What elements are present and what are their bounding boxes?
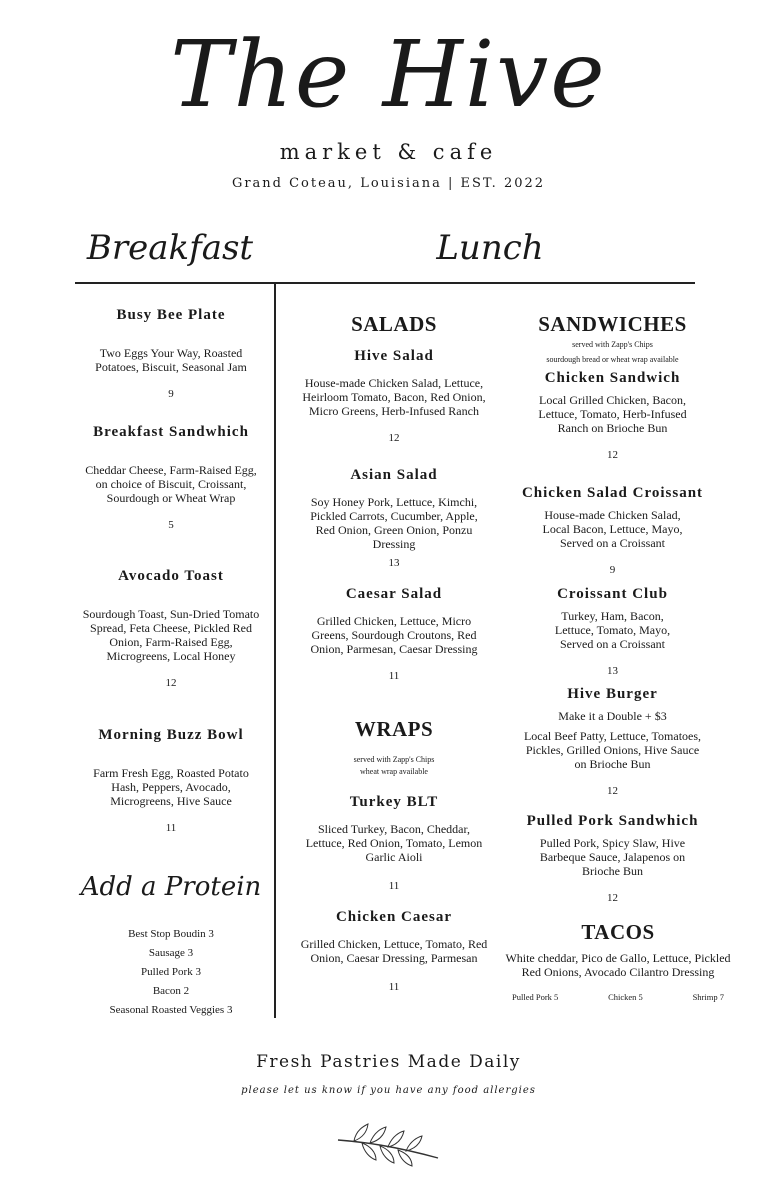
item-price: 11 bbox=[388, 670, 400, 682]
column-divider bbox=[274, 284, 276, 1018]
sandwich-item bbox=[505, 485, 720, 576]
tacos-title: TACOS bbox=[581, 920, 655, 944]
item-price: 5 bbox=[168, 519, 174, 531]
protein-heading: Add a Protein bbox=[80, 872, 262, 902]
item-price: 12 bbox=[607, 449, 618, 461]
protein-item: Bacon 2 bbox=[152, 985, 190, 997]
wrap-item bbox=[300, 909, 488, 993]
item-title: Chicken Sandwich bbox=[544, 370, 681, 386]
item-title: Turkey BLT bbox=[349, 794, 439, 810]
taco-option: Pulled Pork 5 bbox=[512, 992, 559, 1002]
lunch-heading: Lunch bbox=[436, 228, 544, 268]
item-desc: Local Grilled Chicken, Bacon, Lettuce, Tomato, Herb-Infused Ranch on Brioche Bun bbox=[538, 393, 687, 435]
salads-title: SALADS bbox=[351, 312, 437, 336]
wraps-note: served with Zapp's Chips bbox=[353, 755, 435, 764]
sandwiches-note: served with Zapp's Chips bbox=[572, 340, 653, 349]
protein-item: Sausage 3 bbox=[148, 947, 194, 959]
wraps-heading-block bbox=[300, 717, 488, 778]
item-price: 12 bbox=[388, 432, 400, 444]
item-title: Busy Bee Plate bbox=[116, 307, 226, 323]
sandwich-item bbox=[505, 686, 720, 797]
breakfast-item bbox=[78, 424, 264, 531]
item-title: Chicken Salad Croissant bbox=[521, 485, 704, 501]
sandwiches-note: sourdough bread or wheat wrap available bbox=[546, 355, 679, 364]
item-desc: Local Beef Patty, Lettuce, Tomatoes, Pickles, Grilled Onions, Hive Sauce on Brioche Bun bbox=[523, 729, 702, 771]
item-title: Breakfast Sandwhich bbox=[93, 424, 249, 440]
item-price: 11 bbox=[388, 880, 400, 892]
item-desc: Sliced Turkey, Bacon, Cheddar, Lettuce, Red Onion, Tomato, Lemon Garlic Aioli bbox=[305, 822, 483, 864]
protein-item: Pulled Pork 3 bbox=[141, 966, 201, 978]
item-price: 12 bbox=[165, 677, 177, 689]
item-price: 13 bbox=[607, 665, 618, 677]
protein-list bbox=[78, 925, 264, 1020]
sandwiches-title: SANDWICHES bbox=[538, 312, 687, 336]
item-desc: Two Eggs Your Way, Roasted Potatoes, Biscuit, Seasonal Jam bbox=[95, 346, 247, 374]
item-desc: House-made Chicken Salad, Local Bacon, Lettuce, Mayo, Served on a Croissant bbox=[542, 508, 683, 550]
item-title: Avocado Toast bbox=[118, 568, 224, 584]
item-title: Croissant Club bbox=[557, 586, 668, 602]
breakfast-item bbox=[78, 568, 264, 689]
item-desc: Cheddar Cheese, Farm-Raised Egg, on choice of Biscuit, Croissant, Sourdough or Wheat Wrap bbox=[85, 463, 257, 505]
item-title: Asian Salad bbox=[350, 467, 438, 483]
wrap-item bbox=[300, 794, 488, 892]
salad-item bbox=[300, 467, 488, 569]
item-price: 11 bbox=[388, 981, 400, 993]
taco-options bbox=[500, 991, 736, 1003]
brand-title: The Hive bbox=[170, 21, 607, 128]
sandwich-item bbox=[505, 370, 720, 461]
item-extra: Make it a Double + $3 bbox=[558, 709, 667, 723]
tacos-desc: White cheddar, Pico de Gallo, Lettuce, Pickled Red Onions, Avocado Cilantro Dressing bbox=[505, 951, 731, 979]
item-title: Hive Burger bbox=[567, 686, 658, 702]
taco-option: Chicken 5 bbox=[608, 992, 643, 1002]
salads-heading-block bbox=[300, 312, 488, 337]
item-title: Hive Salad bbox=[354, 348, 434, 364]
salad-item bbox=[300, 586, 488, 682]
item-desc: Soy Honey Pork, Lettuce, Kimchi, Pickled Carrots, Cucumber, Apple, Red Onion, Green Onion, Ponzu Dressing bbox=[310, 495, 478, 551]
tacos-block bbox=[500, 920, 736, 1003]
footer-allergy-note: please let us know if you have any food allergies bbox=[241, 1085, 536, 1096]
brand-location: Grand Coteau, Louisiana | EST. 2022 bbox=[231, 176, 546, 191]
breakfast-item bbox=[78, 727, 264, 834]
item-desc: Grilled Chicken, Lettuce, Tomato, Red Onion, Caesar Dressing, Parmesan bbox=[300, 937, 488, 965]
item-price: 13 bbox=[388, 557, 400, 569]
protein-item: Best Stop Boudin 3 bbox=[128, 928, 214, 940]
item-title: Caesar Salad bbox=[345, 586, 443, 602]
item-title: Morning Buzz Bowl bbox=[98, 727, 244, 743]
item-desc: Turkey, Ham, Bacon, Lettuce, Tomato, Mayo, Served on a Croissant bbox=[554, 609, 671, 651]
item-price: 9 bbox=[609, 564, 616, 576]
item-desc: Farm Fresh Egg, Roasted Potato Hash, Peppers, Avocado, Microgreens, Hive Sauce bbox=[93, 766, 249, 808]
salad-item bbox=[300, 348, 488, 444]
protein-item: Seasonal Roasted Veggies 3 bbox=[109, 1004, 233, 1016]
taco-option: Shrimp 7 bbox=[692, 992, 724, 1002]
footer-pastries: Fresh Pastries Made Daily bbox=[256, 1052, 521, 1072]
item-price: 11 bbox=[165, 822, 177, 834]
item-price: 12 bbox=[607, 785, 618, 797]
sandwich-item bbox=[505, 586, 720, 677]
wraps-note: wheat wrap available bbox=[360, 767, 428, 776]
item-title: Pulled Pork Sandwhich bbox=[526, 813, 699, 829]
sandwiches-heading-block bbox=[505, 312, 720, 366]
item-price: 12 bbox=[607, 892, 618, 904]
item-desc: House-made Chicken Salad, Lettuce, Heirloom Tomato, Bacon, Red Onion, Micro Greens, Herb-Infused Ranch bbox=[302, 376, 486, 418]
sandwich-item bbox=[505, 813, 720, 904]
item-desc: Grilled Chicken, Lettuce, Micro Greens, Sourdough Croutons, Red Onion, Parmesan, Caesar Dressing bbox=[310, 614, 478, 656]
item-desc: Sourdough Toast, Sun-Dried Tomato Spread, Feta Cheese, Pickled Red Onion, Farm-Raised Egg, Microgreens, Local Honey bbox=[82, 607, 260, 663]
section-divider bbox=[75, 282, 695, 284]
olive-branch-icon bbox=[334, 1118, 444, 1170]
item-title: Chicken Caesar bbox=[335, 909, 453, 925]
breakfast-item bbox=[78, 307, 264, 400]
item-price: 9 bbox=[168, 388, 174, 400]
brand-subtitle: market & cafe bbox=[279, 140, 498, 164]
wraps-title: WRAPS bbox=[354, 717, 434, 741]
item-desc: Pulled Pork, Spicy Slaw, Hive Barbeque Sauce, Jalapenos on Brioche Bun bbox=[539, 836, 686, 878]
breakfast-heading: Breakfast bbox=[86, 228, 254, 268]
